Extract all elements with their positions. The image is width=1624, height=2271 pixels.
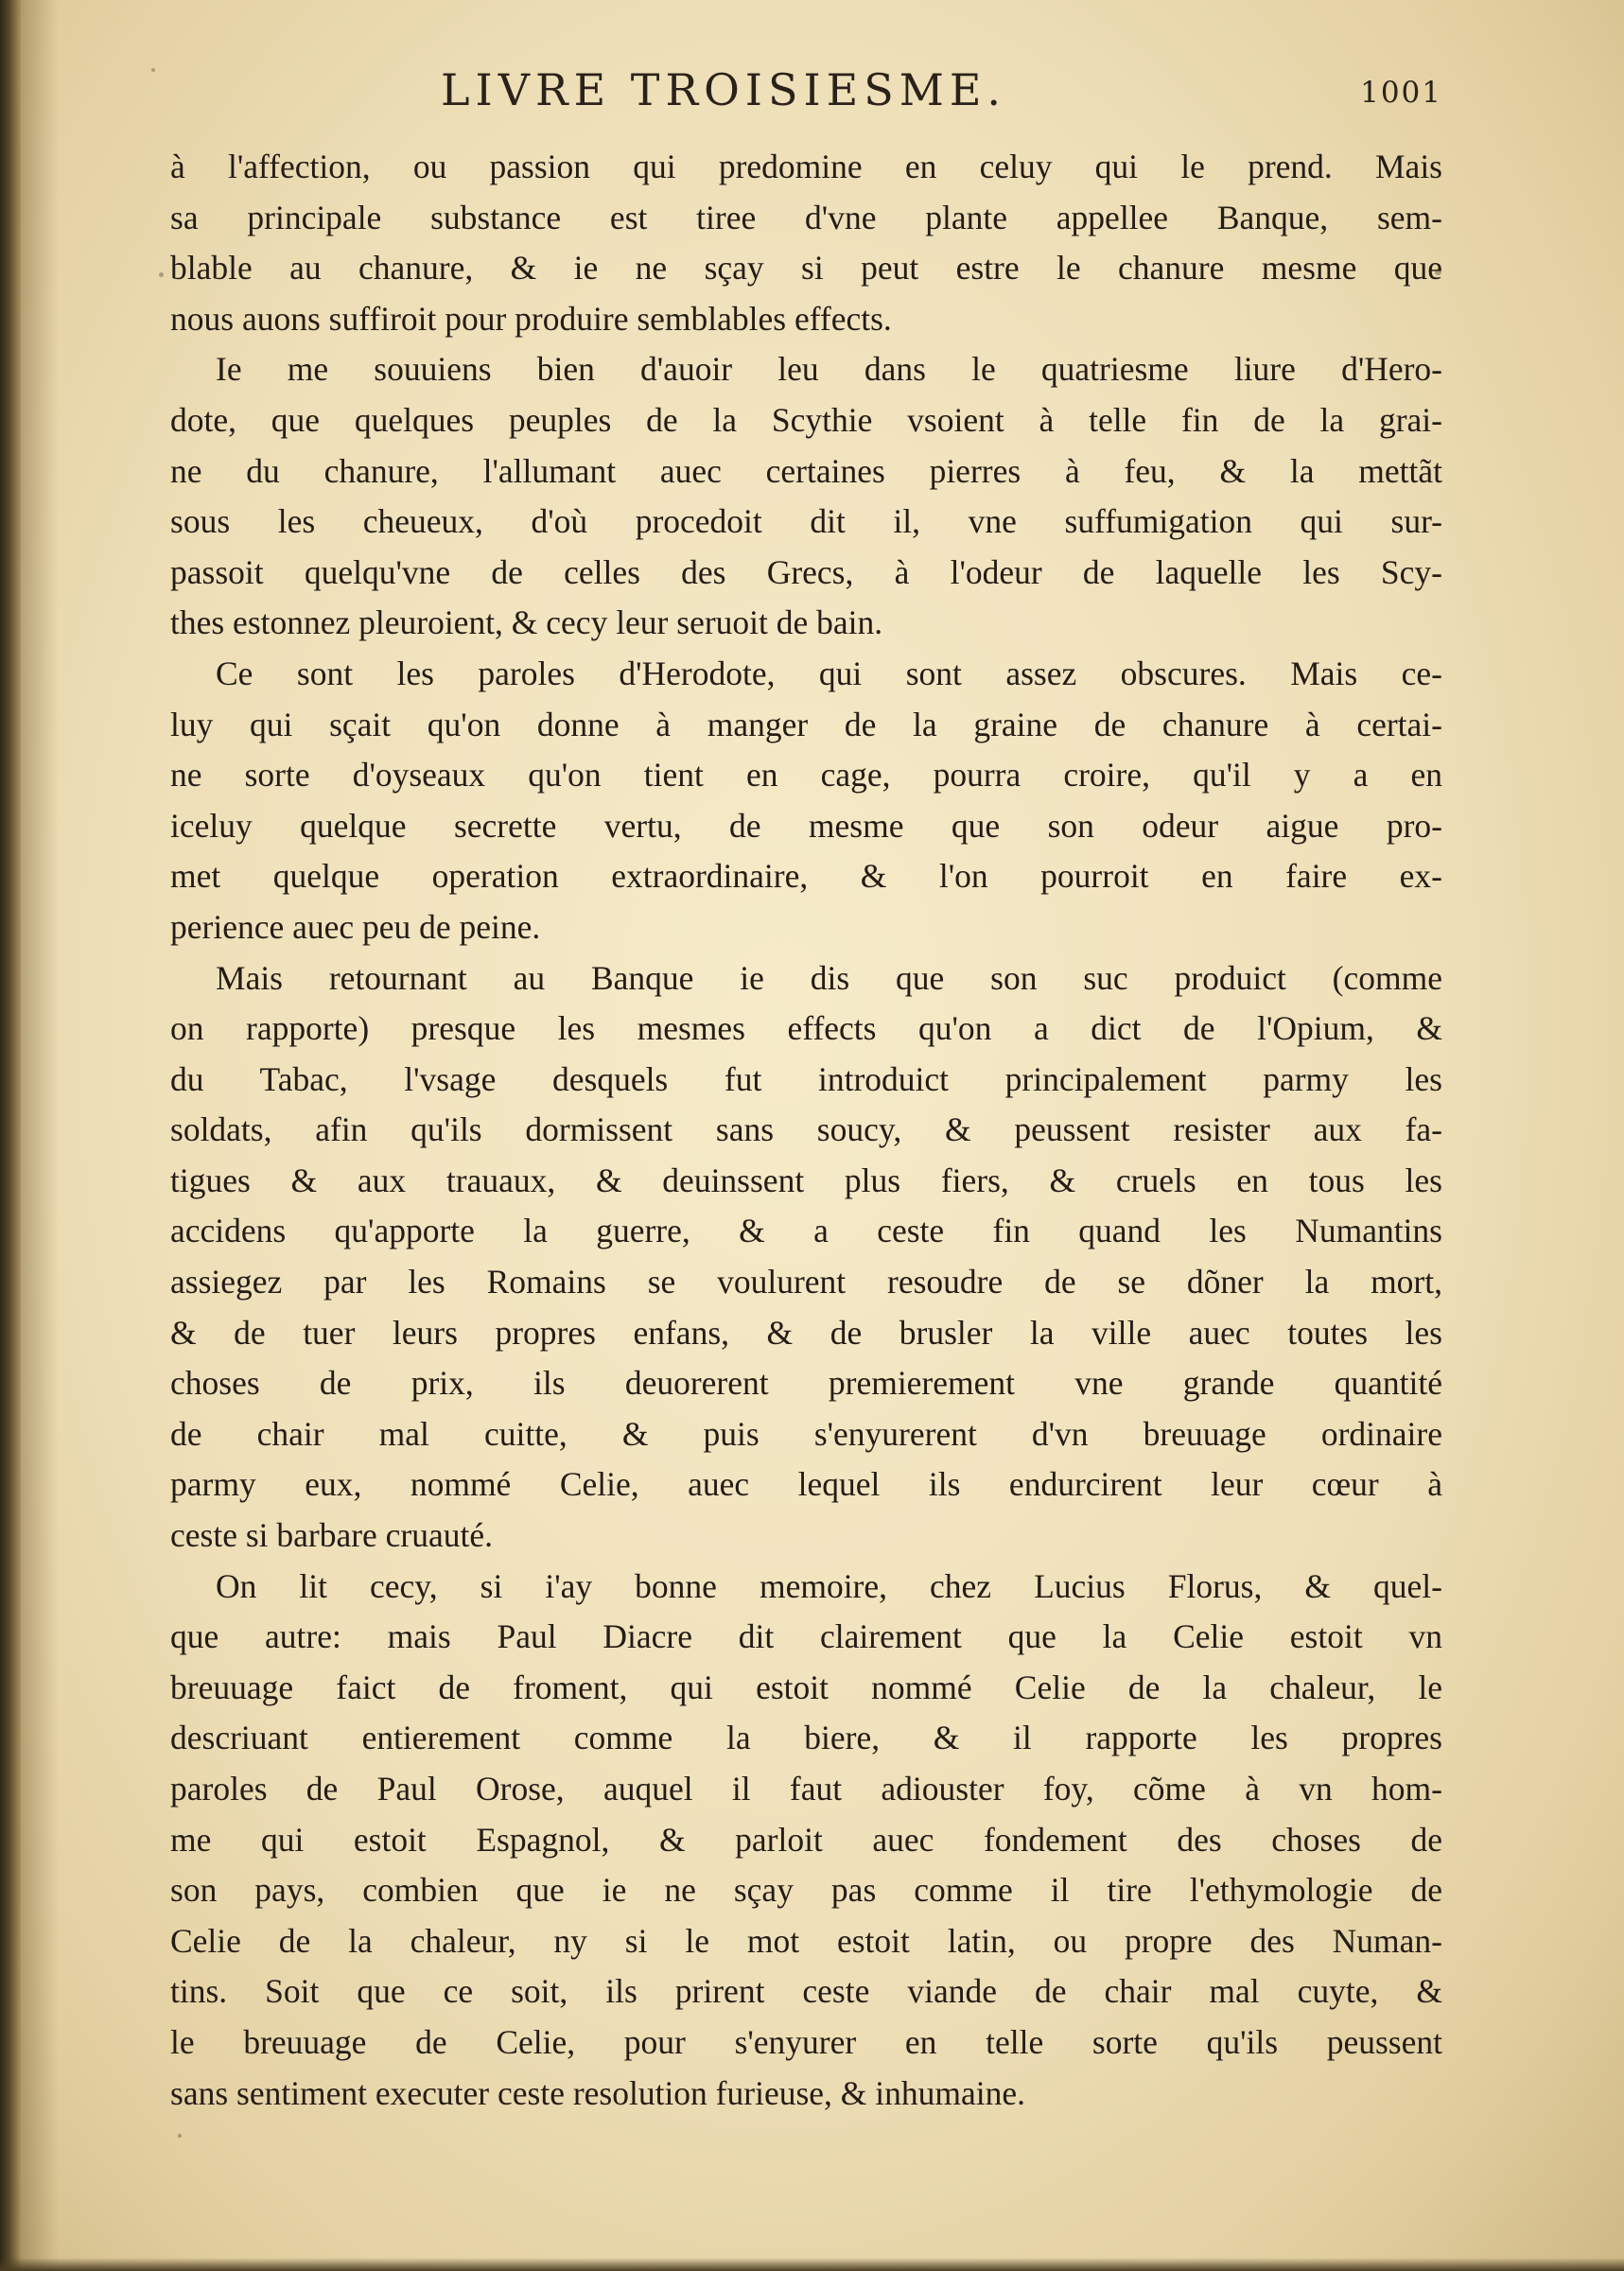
text-line: sa principale substance est tiree d'vne plante appellee Banque, sem- [170,198,1442,236]
text-line: assiegez par les Romains se voulurent resoudre de se dõner la mort, [170,1263,1442,1301]
paragraph-first-line: Ie me souuiens bien d'auoir leu dans le quatriesme liure d'Hero- [216,350,1442,389]
text-line: blable au chanure, & ie ne sçay si peut estre le chanure mesme que [170,249,1442,288]
ink-speck [178,2134,182,2138]
text-line: choses de prix, ils deuorerent premierement vne grande quantité [170,1364,1442,1403]
body-text [170,142,1442,2119]
text-line: breuuage faict de froment, qui estoit nommé Celie de la chaleur, le [170,1668,1442,1706]
page-bottom-edge [0,2258,1624,2271]
text-line: que autre: mais Paul Diacre dit clairement que la Celie estoit vn [170,1617,1442,1656]
paragraph-first-line: Ce sont les paroles d'Herodote, qui sont assez obscures. Mais ce- [216,654,1442,692]
text-line: de chair mal cuitte, & puis s'enyurerent d'vn breuuage ordinaire [170,1414,1442,1453]
text-line: luy qui sçait qu'on donne à manger de la graine de chanure à certai- [170,705,1442,743]
text-line: sous les cheueux, d'où procedoit dit il, vne suffumigation qui sur- [170,502,1442,541]
text-line: ceste si barbare cruauté. [170,1516,493,1555]
text-line: met quelque operation extraordinaire, & l'on pourroit en faire ex- [170,857,1442,896]
text-line: Celie de la chaleur, ny si le mot estoit latin, ou propre des Numan- [170,1921,1442,1960]
text-line: & de tuer leurs propres enfans, & de brusler la ville auec toutes les [170,1313,1442,1352]
text-line: tins. Soit que ce soit, ils prirent ceste viande de chair mal cuyte, & [170,1972,1442,2011]
text-line: perience auec peu de peine. [170,907,541,946]
text-line: tigues & aux trauaux, & deuinssent plus fiers, & cruels en tous les [170,1161,1442,1199]
text-line: me qui estoit Espagnol, & parloit auec fondement des choses de [170,1820,1442,1859]
text-line: passoit quelqu'vne de celles des Grecs, à l'odeur de laquelle les Scy- [170,552,1442,591]
text-line: ne du chanure, l'allumant auec certaines pierres à feu, & la mettãt [170,451,1442,490]
text-line: paroles de Paul Orose, auquel il faut adiouster foy, cõme à vn hom- [170,1770,1442,1808]
ink-speck [151,68,155,72]
book-binding-edge [0,0,21,2271]
text-line: soldats, afin qu'ils dormissent sans soucy, & peussent resister aux fa- [170,1110,1442,1149]
text-line: son pays, combien que ie ne sçay pas comme il tire l'ethymologie de [170,1871,1442,1910]
text-line: sans sentiment executer ceste resolution furieuse, & inhumaine. [170,2073,1025,2112]
paragraph-first-line: Mais retournant au Banque ie dis que son suc produict (comme [216,958,1442,997]
text-line: descriuant entierement comme la biere, & il rapporte les propres [170,1719,1442,1757]
ink-speck [159,272,164,277]
text-line: dote, que quelques peuples de la Scythie vsoient à telle fin de la grai- [170,400,1442,439]
running-title: LIVRE TROISIESME. [441,64,1007,115]
text-line: parmy eux, nommé Celie, auec lequel ils endurcirent leur cœur à [170,1465,1442,1504]
gutter-shadow [21,0,59,2271]
text-line: iceluy quelque secrette vertu, de mesme que son odeur aigue pro- [170,806,1442,845]
text-line: ne sorte d'oyseaux qu'on tient en cage, pourra croire, qu'il y a en [170,756,1442,795]
text-line: le breuuage de Celie, pour s'enyurer en telle sorte qu'ils peussent [170,2022,1442,2061]
text-line: thes estonnez pleuroient, & cecy leur seruoit de bain. [170,603,883,642]
text-line: du Tabac, l'vsage desquels fut introduict principalement parmy les [170,1059,1442,1098]
text-line: nous auons suffiroit pour produire semblables effects. [170,299,892,338]
page-number: 1001 [1360,76,1442,110]
text-line: on rapporte) presque les mesmes effects qu'on a dict de l'Opium, & [170,1009,1442,1048]
page-header [170,64,1442,131]
text-line: accidens qu'apporte la guerre, & a ceste fin quand les Numantins [170,1212,1442,1250]
text-line: à l'affection, ou passion qui predomine en celuy qui le prend. Mais [170,148,1442,185]
paragraph-first-line: On lit cecy, si i'ay bonne memoire, chez Lucius Florus, & quel- [216,1566,1442,1605]
